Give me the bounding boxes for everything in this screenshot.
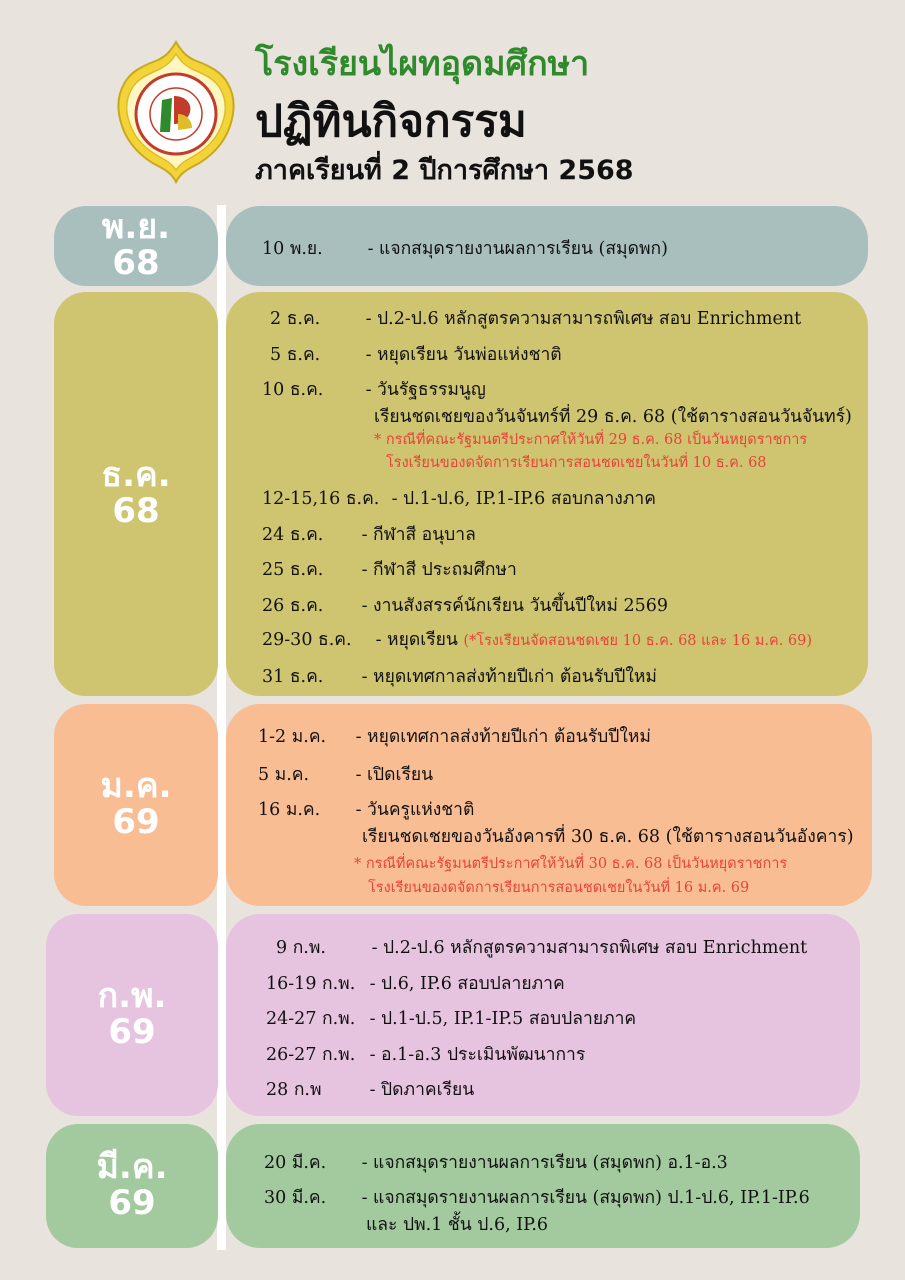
event-row <box>258 722 651 750</box>
event-date: 30 มี.ค. <box>264 1188 327 1208</box>
event-date: 10 ธ.ค. <box>262 380 324 400</box>
event-row <box>266 969 565 997</box>
month-year: 69 <box>108 1183 156 1223</box>
event-text: - แจกสมุดรายงานผลการเรียน (สมุดพก) อ.1-อ.3 <box>361 1153 728 1173</box>
event-note: โรงเรียนของดจัดการเรียนการสอนชดเชยในวันที่ 16 ม.ค. 69 <box>368 880 750 896</box>
month-label: ก.พ. <box>97 976 167 1017</box>
event-date: 29-30 ธ.ค. <box>262 630 352 650</box>
event-text: - หยุดเรียน วันพ่อแห่งชาติ <box>365 345 562 365</box>
event-row <box>262 555 517 583</box>
event-row <box>258 760 433 788</box>
event-text: - งานสังสรรค์นักเรียน วันขึ้นปีใหม่ 2569 <box>361 596 669 616</box>
event-text: - ป.1-ป.5, IP.1-IP.5 สอบปลายภาค <box>369 1009 637 1029</box>
event-text: - หยุดเทศกาลส่งท้ายปีเก่า ต้อนรับปีใหม่ <box>355 727 651 747</box>
event-note: * กรณีที่คณะรัฐมนตรีประกาศให้วันที่ 30 ธ.ค. 68 เป็นวันหยุดราชการ <box>354 856 788 872</box>
event-date: 28 ก.พ <box>266 1080 322 1100</box>
event-note: * กรณีที่คณะรัฐมนตรีประกาศให้วันที่ 29 ธ.ค. 68 เป็นวันหยุดราชการ <box>374 432 808 448</box>
event-text: - ป.2-ป.6 หลักสูตรความสามารถพิเศษ สอบ Enrichment <box>365 309 802 329</box>
event-text: - หยุดเรียน <box>375 630 458 650</box>
event-detail: และ ปพ.1 ชั้น ป.6, IP.6 <box>366 1215 549 1235</box>
month-badge-nov <box>54 206 218 286</box>
event-date: 26-27 ก.พ. <box>266 1045 356 1065</box>
event-row <box>262 484 656 512</box>
event-inline-note: (*โรงเรียนจัดสอนชดเชย 10 ธ.ค. 68 และ 16 ม.ค. 69) <box>463 633 813 649</box>
month-label: มี.ค. <box>96 1147 168 1188</box>
event-text: - กีฬาสี ประถมศึกษา <box>361 560 517 580</box>
month-badge-feb <box>46 914 218 1116</box>
month-year: 68 <box>112 243 160 283</box>
event-row <box>262 375 486 403</box>
event-date: 16-19 ก.พ. <box>266 974 356 994</box>
event-text: - หยุดเทศกาลส่งท้ายปีเก่า ต้อนรับปีใหม่ <box>361 667 657 687</box>
event-text: - ป.1-ป.6, IP.1-IP.6 สอบกลางภาค <box>391 489 656 509</box>
event-date: 12-15,16 ธ.ค. <box>262 489 380 509</box>
event-date: 25 ธ.ค. <box>262 560 324 580</box>
event-date: 10 พ.ย. <box>262 239 323 259</box>
header <box>0 0 905 200</box>
event-text: - แจกสมุดรายงานผลการเรียน (สมุดพก) ป.1-ป.6, IP.1-IP.6 <box>361 1188 810 1208</box>
page-title: ปฏิทินกิจกรรม <box>255 96 527 147</box>
event-row <box>264 1148 728 1176</box>
event-date: 5 ธ.ค. <box>270 345 321 365</box>
event-date: 16 ม.ค. <box>258 800 321 820</box>
school-seal-icon <box>112 40 240 184</box>
event-note: โรงเรียนของดจัดการเรียนการสอนชดเชยในวันที่ 10 ธ.ค. 68 <box>386 455 767 471</box>
column-divider <box>217 205 226 1250</box>
month-year: 69 <box>108 1012 156 1052</box>
event-text: - ป.6, IP.6 สอบปลายภาค <box>369 974 565 994</box>
event-date: 5 ม.ค. <box>258 765 310 785</box>
school-name: โรงเรียนไผทอุดมศึกษา <box>255 44 590 84</box>
event-row <box>258 795 474 823</box>
event-row <box>276 933 807 961</box>
event-text: - ปิดภาคเรียน <box>369 1080 475 1100</box>
event-date: 20 มี.ค. <box>264 1153 327 1173</box>
event-date: 26 ธ.ค. <box>262 596 324 616</box>
event-detail: เรียนชดเชยของวันจันทร์ที่ 29 ธ.ค. 68 (ใช้ตารางสอนวันจันทร์) <box>374 407 852 427</box>
event-text: - อ.1-อ.3 ประเมินพัฒนาการ <box>369 1045 586 1065</box>
event-date: 31 ธ.ค. <box>262 667 324 687</box>
event-date: 9 ก.พ. <box>276 938 326 958</box>
event-text: - วันครูแห่งชาติ <box>355 800 475 820</box>
event-text: - เปิดเรียน <box>355 765 434 785</box>
event-row <box>262 234 668 262</box>
event-date: 24-27 ก.พ. <box>266 1009 356 1029</box>
month-badge-mar <box>46 1124 218 1248</box>
event-text: - แจกสมุดรายงานผลการเรียน (สมุดพก) <box>367 239 668 259</box>
month-label: ม.ค. <box>100 766 172 807</box>
month-label: ธ.ค. <box>101 455 171 496</box>
event-row <box>266 1004 636 1032</box>
event-row <box>270 340 562 368</box>
page-subtitle: ภาคเรียนที่ 2 ปีการศึกษา 2568 <box>255 155 634 186</box>
event-row <box>270 304 801 332</box>
event-row <box>264 1183 810 1211</box>
event-row <box>266 1040 585 1068</box>
month-year: 69 <box>112 802 160 842</box>
event-row <box>266 1075 474 1103</box>
month-badge-jan <box>54 704 218 906</box>
event-date: 2 ธ.ค. <box>270 309 321 329</box>
month-badge-dec <box>54 292 218 696</box>
event-row <box>262 662 657 690</box>
event-detail: เรียนชดเชยของวันอังคารที่ 30 ธ.ค. 68 (ใช้ตารางสอนวันอังคาร) <box>362 827 854 847</box>
event-row <box>262 520 476 548</box>
month-year: 68 <box>112 491 160 531</box>
event-date: 24 ธ.ค. <box>262 525 324 545</box>
event-text: - วันรัฐธรรมนูญ <box>365 380 486 400</box>
event-text: - ป.2-ป.6 หลักสูตรความสามารถพิเศษ สอบ Enrichment <box>371 938 808 958</box>
month-label: พ.ย. <box>101 207 171 248</box>
event-date: 1-2 ม.ค. <box>258 727 327 747</box>
event-row <box>262 591 668 619</box>
event-text: - กีฬาสี อนุบาล <box>361 525 476 545</box>
event-row <box>262 625 812 653</box>
